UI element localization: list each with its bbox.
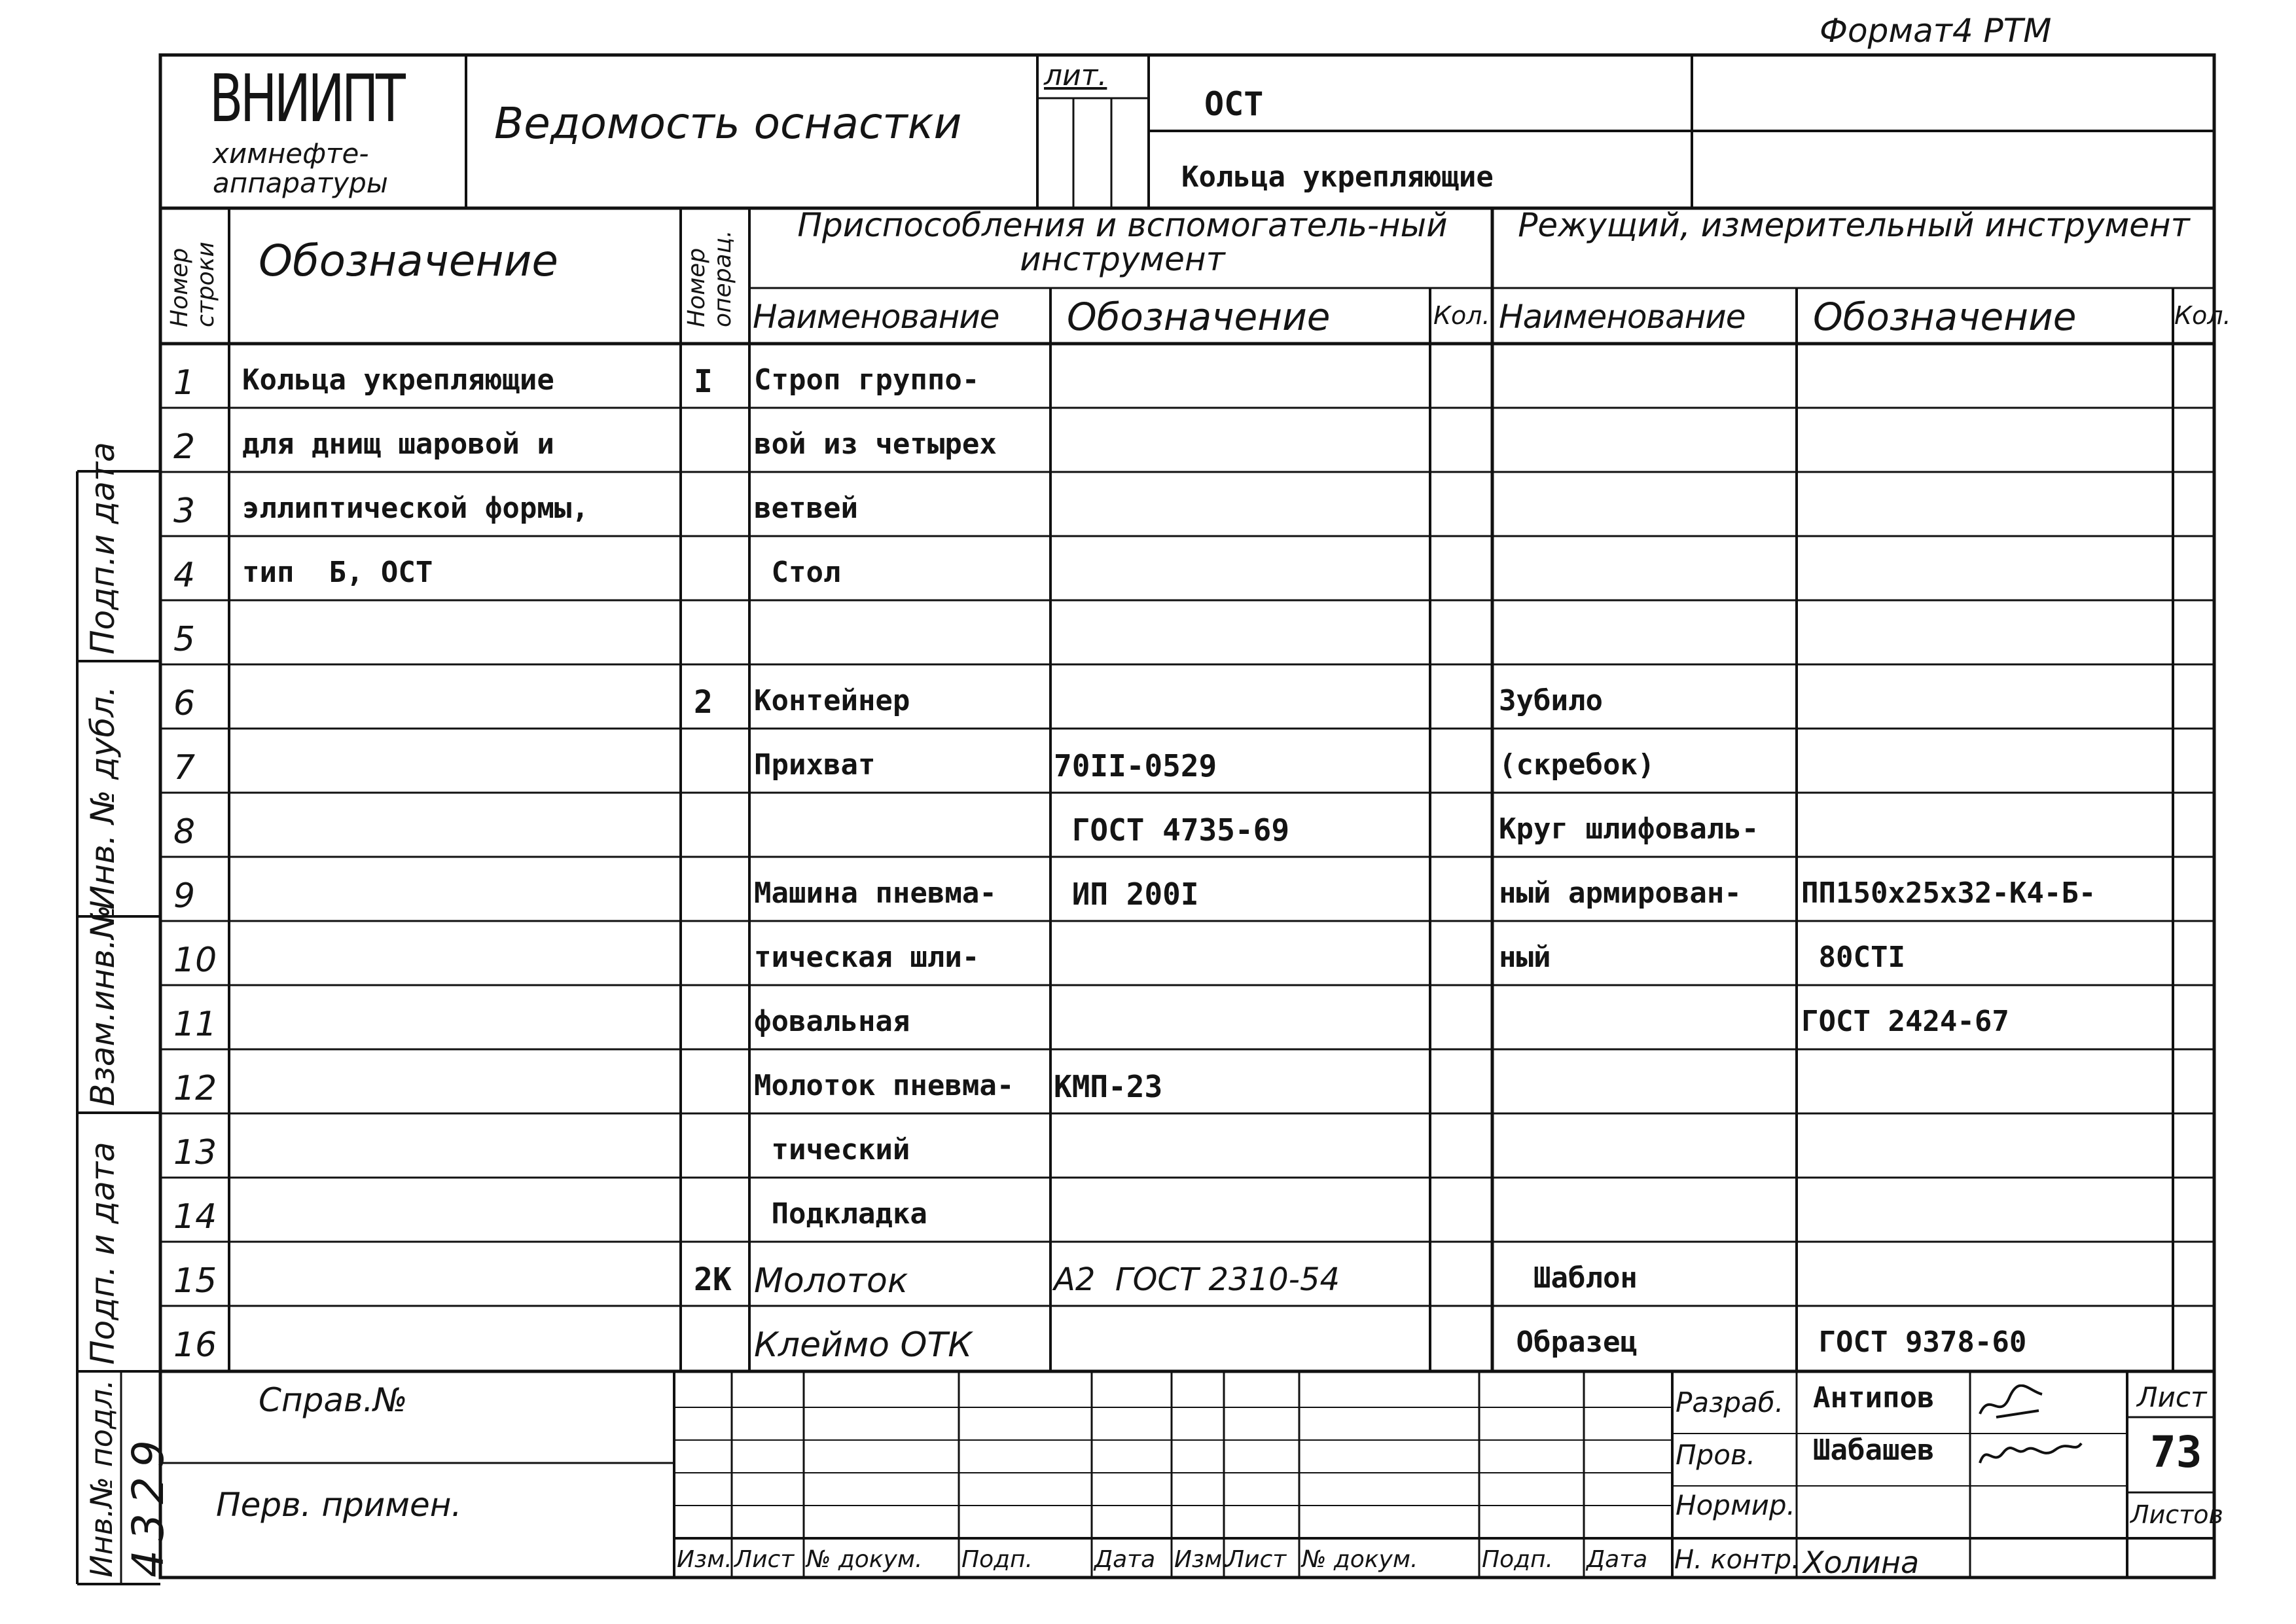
row-number: 5 — [173, 620, 196, 659]
listov-label: Листов — [2130, 1500, 2223, 1529]
col-qty-1: Кол. — [1433, 301, 1490, 330]
row-fixture-name: Строп группо- — [754, 363, 980, 397]
row-number: 15 — [173, 1261, 217, 1301]
col-op-no: Номер операц. — [683, 230, 736, 327]
col-desig-1: Обозначение — [1067, 295, 1331, 339]
document-title: Ведомость оснастки — [494, 98, 962, 149]
row-number: 16 — [173, 1326, 217, 1365]
revision-col-label: Изм. — [677, 1546, 732, 1573]
col-qty-2: Кол. — [2174, 301, 2231, 330]
row-tool-name: Образец — [1499, 1326, 1638, 1359]
row-tool-designation: ГОСТ 9378-60 — [1801, 1326, 2027, 1359]
role-razrab: Разраб. — [1676, 1386, 1784, 1418]
role-prov: Пров. — [1676, 1439, 1756, 1471]
ost-label: ОСТ — [1204, 85, 1264, 123]
revision-col-label: Дата — [1094, 1546, 1156, 1573]
revision-col-label: Лист — [734, 1546, 795, 1573]
row-number: 14 — [173, 1197, 217, 1236]
revision-col-label: Лист — [1227, 1546, 1287, 1573]
row-fixture-name: Машина пневма- — [754, 876, 997, 910]
perv-primen-label: Перв. примен. — [216, 1486, 462, 1524]
row-designation: Кольца укрепляющие — [242, 363, 554, 397]
row-tool-designation: 80СТI — [1801, 941, 1905, 974]
row-number: 9 — [173, 876, 196, 916]
revision-col-label: Подп. — [1482, 1546, 1553, 1573]
row-tool-name: (скребок) — [1499, 748, 1655, 782]
row-fixture-name: Молоток — [754, 1261, 908, 1301]
row-fixture-designation: ГОСТ 4735-69 — [1054, 812, 1290, 848]
row-number: 12 — [173, 1069, 217, 1108]
row-fixture-designation: А2 ГОСТ 2310-54 — [1054, 1261, 1340, 1298]
name-razrab: Антипов — [1813, 1381, 1935, 1415]
row-fixture-designation: ИП 200I — [1054, 876, 1199, 912]
col-designation: Обозначение — [259, 236, 558, 286]
signature-razrab — [1977, 1384, 2049, 1424]
row-fixture-name: фовальная — [754, 1005, 910, 1038]
row-tool-name: Шаблон — [1499, 1261, 1638, 1295]
row-tool-name: Круг шлифоваль- — [1499, 812, 1759, 846]
row-fixture-designation: 70II-0529 — [1054, 748, 1217, 784]
name-prov: Шабашев — [1813, 1434, 1935, 1467]
list-label: Лист — [2137, 1381, 2207, 1413]
revision-col-label: № докум. — [806, 1546, 923, 1573]
row-designation: эллиптической формы, — [242, 492, 589, 525]
row-fixture-name: тический — [754, 1133, 910, 1166]
col-name-2: Наименование — [1499, 298, 1746, 336]
row-tool-name: Зубило — [1499, 684, 1603, 717]
row-number: 7 — [173, 748, 196, 787]
org-line2: химнефте- — [213, 137, 369, 170]
side-podp-data-2: Подп. и дата — [84, 1142, 122, 1365]
row-fixture-name: Клеймо ОТК — [754, 1326, 973, 1365]
row-fixture-name: Стол — [754, 556, 841, 589]
row-fixture-name: Прихват — [754, 748, 876, 782]
row-number: 2 — [173, 427, 196, 467]
row-tool-designation: ПП150x25x32-К4-Б- — [1801, 876, 2096, 910]
product-name: Кольца укрепляющие — [1181, 160, 1494, 194]
col-name-1: Наименование — [753, 298, 999, 336]
row-tool-designation: ГОСТ 2424-67 — [1801, 1005, 2009, 1038]
role-normir: Нормир. — [1676, 1489, 1795, 1521]
row-operation: 2 — [694, 684, 713, 721]
list-value: 73 — [2150, 1427, 2202, 1477]
side-inv-podl: Инв.№ подл. — [84, 1379, 119, 1578]
row-fixture-name: ветвей — [754, 492, 858, 525]
row-designation: для днищ шаровой и — [242, 427, 554, 461]
row-fixture-name: Контейнер — [754, 684, 910, 717]
org-logo: ВНИИПТ — [209, 60, 403, 137]
row-designation: тип Б, ОСТ — [242, 556, 433, 589]
format-note: Формат4 РТМ — [1820, 12, 2052, 50]
side-inv-number: 4329 — [123, 1431, 173, 1578]
row-tool-name: ный — [1499, 941, 1551, 974]
sprav-no-label: Справ.№ — [259, 1381, 408, 1419]
row-fixture-name: Подкладка — [754, 1197, 927, 1231]
revision-col-label: № докум. — [1302, 1546, 1418, 1573]
row-number: 6 — [173, 684, 196, 723]
side-vzam-inv: Взам.инв.№ — [84, 905, 122, 1106]
row-tool-name: ный армирован- — [1499, 876, 1742, 910]
row-number: 4 — [173, 556, 196, 595]
col-group-fixtures: Приспособления и вспомогатель-ный инструмент — [797, 206, 1448, 278]
lit-label: лит. — [1044, 59, 1107, 92]
row-number: 13 — [173, 1133, 217, 1172]
name-n-kontr: Холина — [1803, 1545, 1920, 1580]
revision-col-label: Подп. — [961, 1546, 1033, 1573]
row-fixture-name: Молоток пневма- — [754, 1069, 1014, 1102]
col-desig-2: Обозначение — [1813, 295, 2077, 339]
row-operation: I — [694, 363, 713, 400]
row-number: 10 — [173, 941, 217, 980]
revision-col-label: Изм. — [1174, 1546, 1230, 1573]
side-podp-data-1: Подп.и дата — [84, 442, 122, 655]
side-inv-dubl: Инв. № дубл. — [84, 685, 122, 910]
revision-col-label: Дата — [1587, 1546, 1648, 1573]
col-row-no: Номер строки — [166, 242, 219, 327]
row-fixture-name: тическая шли- — [754, 941, 980, 974]
row-number: 1 — [173, 363, 196, 403]
signature-prov — [1977, 1437, 2088, 1476]
col-group-tools: Режущий, измерительный инструмент — [1518, 206, 2190, 244]
row-number: 3 — [173, 492, 196, 531]
role-n-kontr: Н. контр. — [1674, 1545, 1800, 1575]
row-fixture-name: вой из четырех — [754, 427, 997, 461]
row-number: 8 — [173, 812, 196, 852]
row-fixture-designation: КМП-23 — [1054, 1069, 1163, 1104]
org-line3: аппаратуры — [213, 167, 388, 199]
row-operation: 2К — [694, 1261, 732, 1298]
row-number: 11 — [173, 1005, 217, 1044]
